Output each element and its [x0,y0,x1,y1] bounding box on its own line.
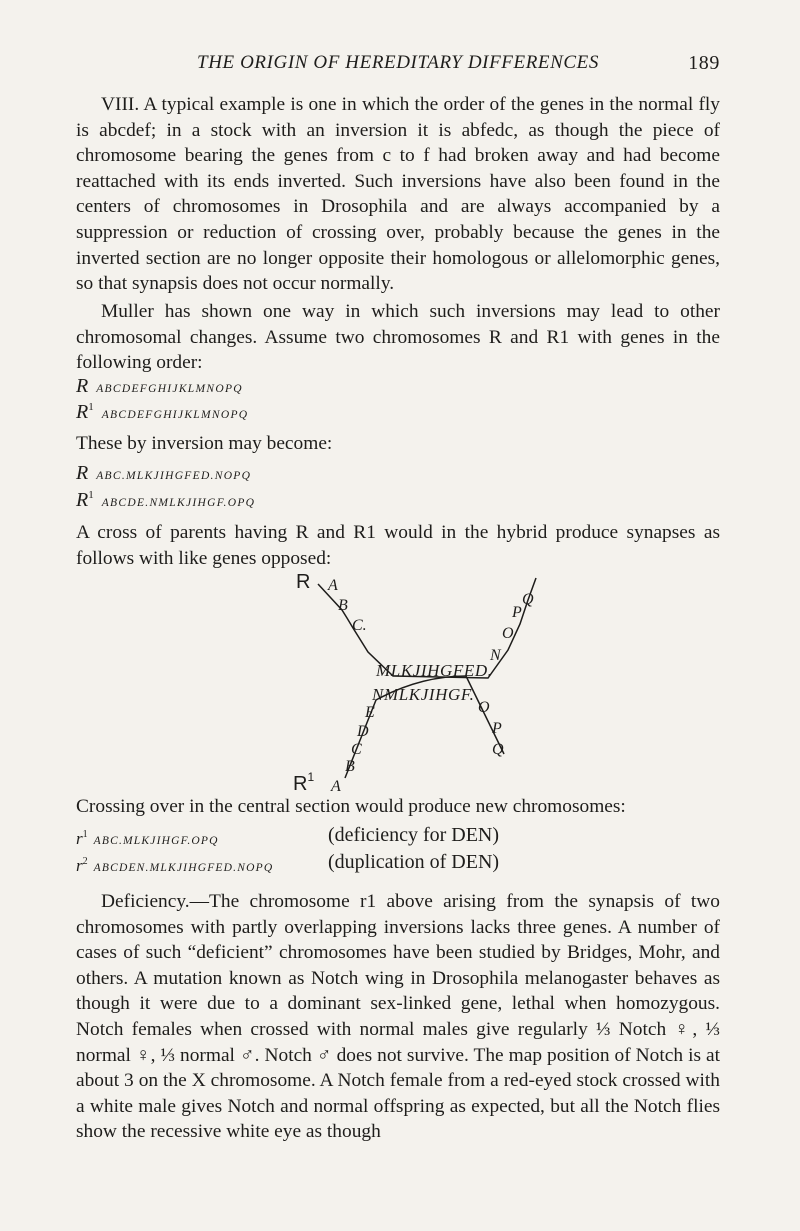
gene-letter: B [338,597,348,614]
paragraph-crossing-over: Crossing over in the central section would produce new chromosomes: [76,796,626,817]
gene-letter: O [478,699,490,716]
page-number: 189 [688,52,720,74]
gene-letter: Q [522,591,534,608]
deficiency-note: (deficiency for DEN) [328,824,500,846]
new-chromosome-r1 [76,824,500,849]
chromosome-label: R [76,375,89,397]
chromosome-superscript: 1 [88,489,94,501]
new-chromosome-r2 [76,851,500,876]
label-r1-letter: R [293,773,308,795]
gene-letter: P [492,720,502,737]
gene-letter: B [345,758,355,775]
lower-middle-genes: NMLKJIHGF. [372,685,475,704]
gene-letter: E [365,704,375,721]
paragraph-by-inversion: These by inversion may become: [76,433,333,454]
gene-letter: C. [352,617,367,634]
paragraph-inversion-example: VIII. A typical example is one in which the order of the genes in the normal fly is abcdef; in a stock with an inversion it is abfedc, as though the piece of chromosome bearing the genes from c to f had broken away and had become reattached with its ends inverted. Such inversions have also been found in the centers of chromosomes in Drosophila and are always accompanied by a suppression or reduction of crossing over, probably because the genes in the inverted section are no longer opposite their homologous or allelomorphic genes, so that synapsis does not occur normally. [76,94,720,295]
label-r1-sup: 1 [307,770,315,784]
gene-letter: Q [492,741,504,758]
paragraph-deficiency: Deficiency.—The chromosome r1 above arising from the synapsis of two chromosomes with partly overlapping inversions lacks three genes. A number of cases of such “deficient” chromosomes have been studied by Bridges, Mohr, and others. A mutation known as Notch wing in Drosophila melanogaster behaves as though it were due to a dominant sex-linked gene, lethal when homozygous. Notch females when crossed with normal males give regularly ⅓ Notch ♀, ⅓ normal ♀, ⅓ normal ♂. Notch ♂ does not survive. The map position of Notch is at about 3 on the X chromosome. A Notch female from a red-eyed stock crossed with a white male gives Notch and normal offspring as expected, but all the Notch flies show the recessive white eye as though [76,891,720,1143]
running-title: THE ORIGIN OF HEREDITARY DIFFERENCES [197,52,599,73]
chromosome-label: R [76,489,89,511]
chromosome-label: R [76,401,89,423]
gene-letter: N [490,647,501,664]
paragraph-muller: Muller has shown one way in which such inversions may lead to other chromosomal changes. Assume two chromosomes R and R1 with genes in the following order: [76,301,720,374]
gene-sequence: ABC.MLKJIHGFED.NOPQ [96,470,252,482]
label-r: R [296,571,311,593]
chromosome-label: r [76,829,83,848]
label-r1 [293,770,314,795]
gene-letter: P [512,604,522,621]
gene-letter: A [331,778,341,795]
chromosome-superscript: 1 [88,401,94,413]
duplication-note: (duplication of DEN) [328,851,500,873]
chromosome-label: R [76,462,89,484]
chromosome-superscript: 2 [82,856,88,867]
gene-letter: C [351,741,362,758]
chromosome-superscript: 1 [82,829,88,840]
gene-sequence: ABCDE.NMLKJIHGF.OPQ [101,497,256,509]
chromosome-label: r [76,856,83,875]
upper-middle-genes: MLKJIHGFED. [376,661,493,680]
gene-sequence: ABCDEFGHIJKLMNOPQ [96,383,243,395]
gene-sequence: ABC.MLKJIHGF.OPQ [93,835,219,847]
gene-sequence: ABCDEN.MLKJIHGFED.NOPQ [93,862,274,874]
paragraph-cross: A cross of parents having R and R1 would in the hybrid produce synapses as follows with like genes opposed: [76,522,720,569]
gene-letter: O [502,625,514,642]
gene-sequence: ABCDEFGHIJKLMNOPQ [101,409,249,421]
gene-letter: A [328,577,338,594]
gene-letter: D [357,723,369,740]
